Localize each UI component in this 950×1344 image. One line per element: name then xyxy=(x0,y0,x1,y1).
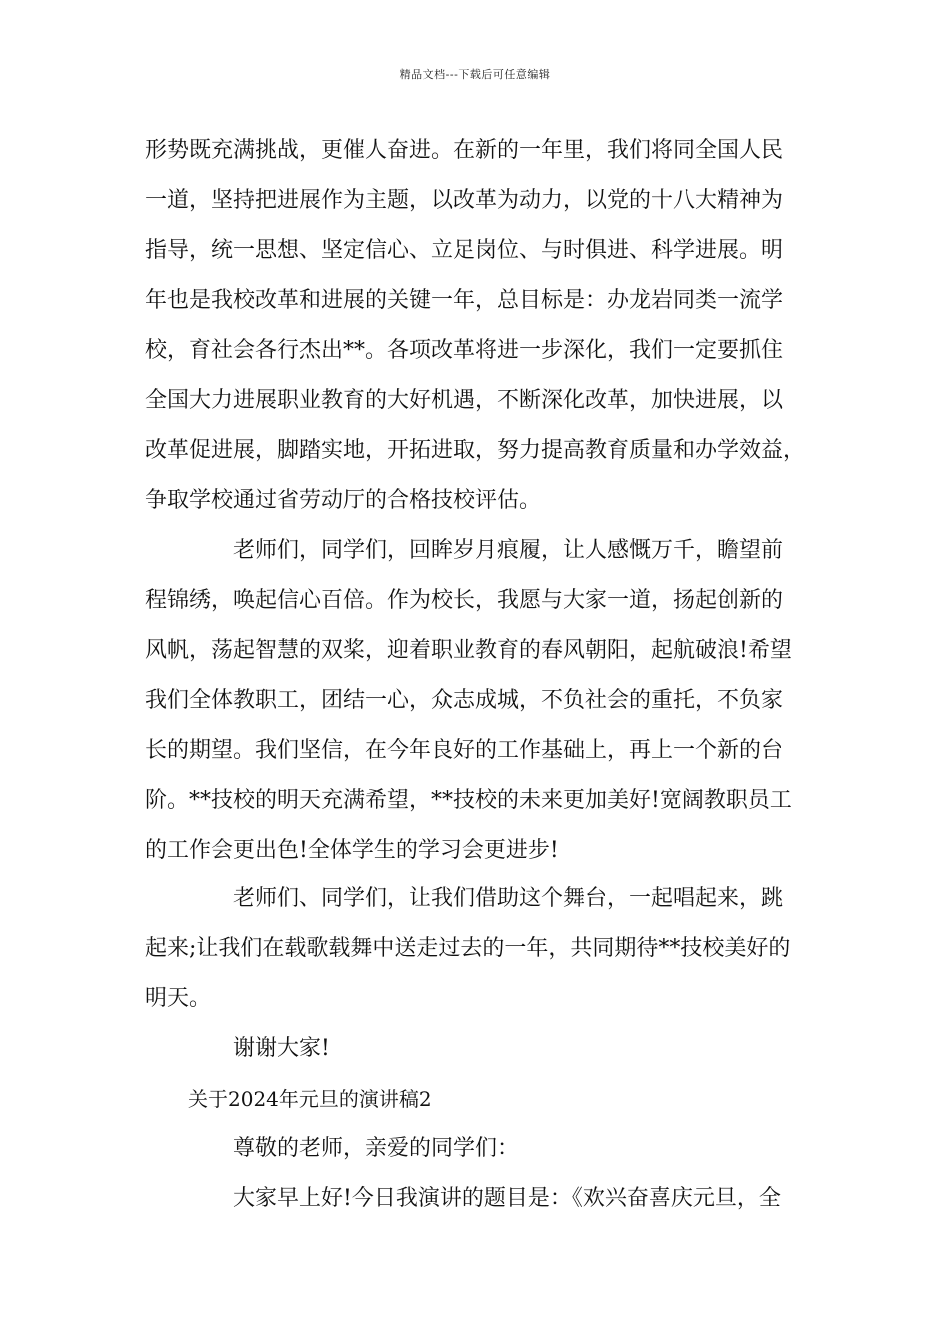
text-line: 风帆，荡起智慧的双桨，迎着职业教育的春风朝阳，起航破浪!希望 xyxy=(145,638,792,663)
text-line: 阶。**技校的明天充满希望，**技校的未来更加美好!宽阔教职员工 xyxy=(145,788,792,813)
text-line: 程锦绣，唤起信心百倍。作为校长，我愿与大家一道，扬起创新的 xyxy=(145,588,784,613)
text-line: 一道，坚持把进展作为主题，以改革为动力，以党的十八大精神为 xyxy=(145,188,784,213)
text-line: 的工作会更出色!全体学生的学习会更进步! xyxy=(145,838,559,863)
paragraph-start-line: 老师们、同学们，让我们借助这个舞台，一起唱起来，跳 xyxy=(233,886,784,911)
salutation-line: 尊敬的老师，亲爱的同学们： xyxy=(233,1136,520,1161)
text-line: 校，育社会各行杰出**。各项改革将进一步深化，我们一定要抓住 xyxy=(145,338,784,363)
text-line: 形势既充满挑战，更催人奋进。在新的一年里，我们将同全国人民 xyxy=(145,138,784,163)
section-heading: 关于2024年元旦的演讲稿2 xyxy=(188,1087,432,1111)
paragraph-start-line: 大家早上好!今日我演讲的题目是：《欢兴奋喜庆元旦，全 xyxy=(233,1186,781,1211)
paragraph-start-line: 老师们，同学们，回眸岁月痕履，让人感慨万千，瞻望前 xyxy=(233,538,784,563)
text-line: 全国大力进展职业教育的大好机遇，不断深化改革，加快进展，以 xyxy=(145,388,784,413)
text-line: 改革促进展，脚踏实地，开拓进取，努力提高教育质量和办学效益， xyxy=(145,438,806,463)
text-line: 争取学校通过省劳动厅的合格技校评估。 xyxy=(145,488,542,513)
text-line: 起来;让我们在载歌载舞中送走过去的一年，共同期待**技校美好的 xyxy=(145,936,791,961)
page-header: 精品文档---下载后可任意编辑 xyxy=(399,68,551,81)
text-line: 明天。 xyxy=(145,986,212,1011)
text-line: 年也是我校改革和进展的关键一年，总目标是：办龙岩同类一流学 xyxy=(145,288,784,313)
closing-line: 谢谢大家! xyxy=(233,1036,330,1061)
text-line: 指导，统一思想、坚定信心、立足岗位、与时俱进、科学进展。明 xyxy=(145,238,784,263)
text-line: 我们全体教职工，团结一心，众志成城，不负社会的重托，不负家 xyxy=(145,688,784,713)
text-line: 长的期望。我们坚信，在今年良好的工作基础上，再上一个新的台 xyxy=(145,738,784,763)
